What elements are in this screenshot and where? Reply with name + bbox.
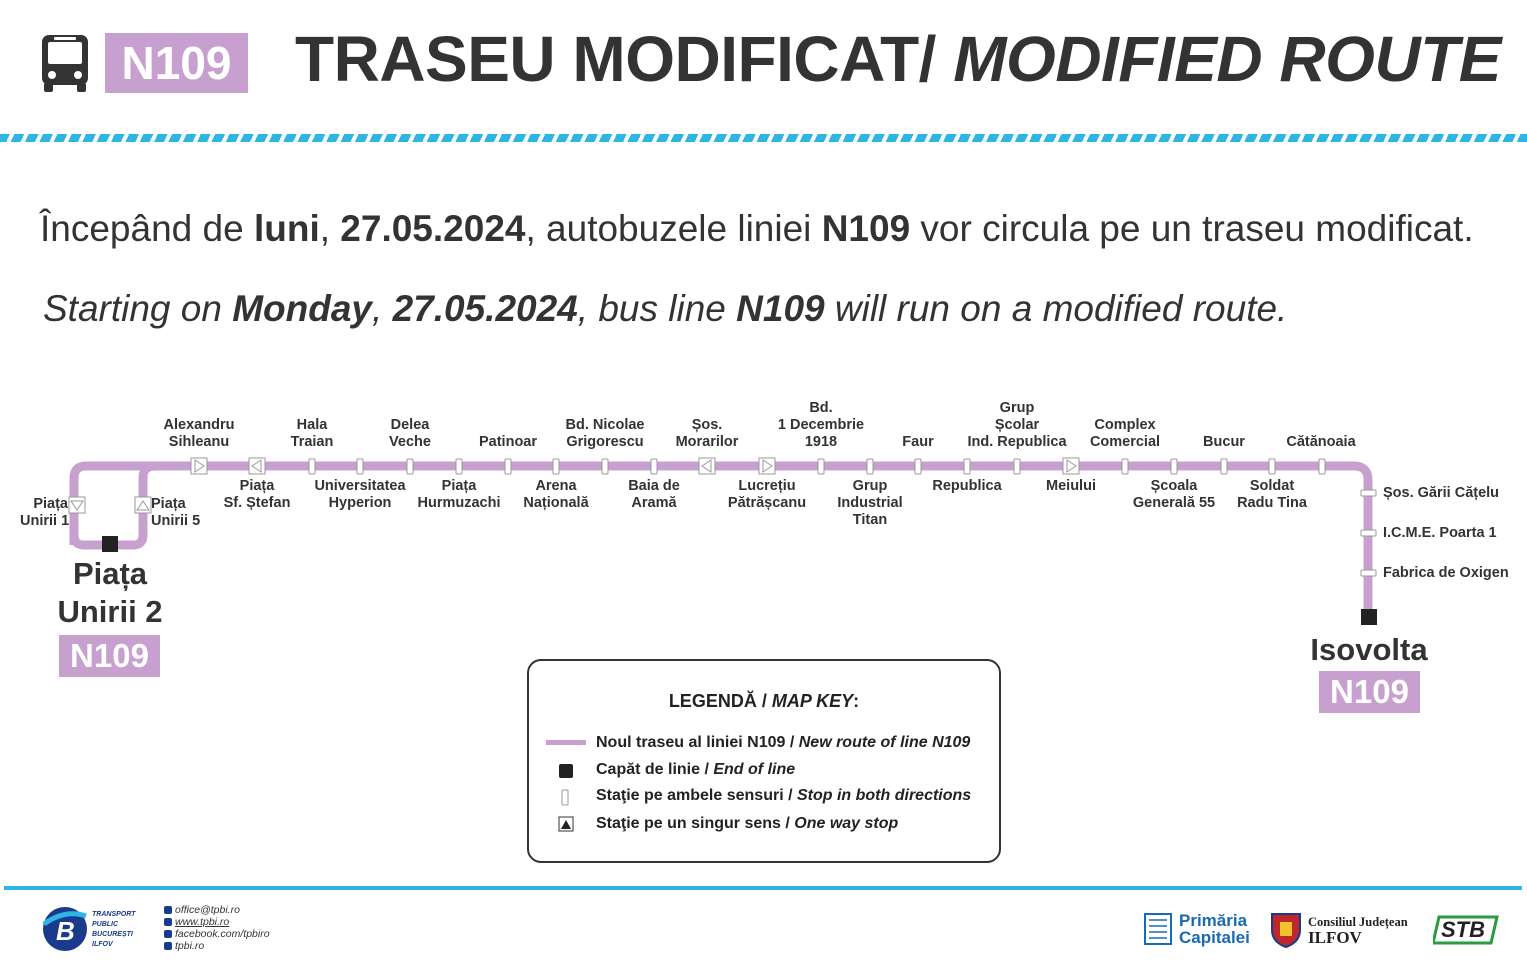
stop-label-line: Bd. Nicolae (565, 417, 645, 433)
one-way-stop-piata-unirii-5 (135, 497, 151, 513)
stop-label-line: Complex (1094, 417, 1156, 433)
legend-two-way-stop-icon (561, 789, 571, 807)
tpbi-logo: B TRANSPORT PUBLIC BUCUREȘTI ILFOV (40, 904, 160, 954)
one-way-stop-marker (191, 458, 207, 474)
stop-label-vertical: Șos. Gării Cățelu (1383, 485, 1500, 501)
two-way-stop-marker (1361, 530, 1376, 536)
legend-box (527, 659, 1001, 863)
contact-facebook[interactable]: facebook.com/tpbiro (164, 928, 270, 940)
stop-label-line: 1 Decembrie (777, 417, 865, 433)
ilfov-crest-icon (1270, 910, 1302, 948)
stop-label-line: Hurmuzachi (417, 495, 501, 511)
one-way-stop-marker (249, 458, 265, 474)
terminal-end-badge: N109 (1319, 671, 1420, 713)
email-icon (164, 906, 172, 914)
stop-label-line: Meiului (1046, 478, 1096, 494)
stop-label-line: Republica (932, 478, 1002, 494)
two-way-stop-marker (407, 459, 413, 474)
two-way-stop-marker (1221, 459, 1227, 474)
two-way-stop-marker (818, 459, 824, 474)
legend-item-end: Capăt de linie / End of line (596, 761, 796, 778)
stop-label-line: Generală 55 (1132, 495, 1216, 511)
stop-label (224, 478, 291, 512)
stop-label-line: Universitatea (314, 478, 406, 494)
stop-label-line: Morarilor (675, 434, 739, 450)
legend-item-one-way: Staţie pe un singur sens / One way stop (596, 815, 899, 832)
stop-label-line: Delea (390, 417, 430, 433)
stop-label (418, 478, 501, 512)
legend-title: LEGENDĂ / MAP KEY: (668, 691, 860, 711)
two-way-stop-marker (964, 459, 970, 474)
stop-label (837, 478, 902, 529)
contact-website[interactable]: www.tpbi.ro (164, 916, 229, 928)
stop-label-line: Șos. (691, 417, 723, 433)
stop-label (389, 417, 431, 451)
page-title: TRASEU MODIFICAT/ MODIFIED ROUTE (295, 23, 1501, 95)
stop-label-line: Traian (290, 434, 334, 450)
tpbi-logo-icon (40, 904, 90, 954)
stop-label-line: Piața (239, 478, 275, 494)
consiliul-ilfov-logo: Consiliul Județean ILFOV (1270, 910, 1420, 950)
stop-label (778, 400, 864, 451)
terminal-end-marker (1361, 609, 1377, 625)
stop-label-vertical: Fabrica de Oxigen (1383, 565, 1509, 581)
globe-icon (164, 918, 172, 926)
stop-label (1090, 417, 1160, 451)
stop-label (628, 478, 680, 512)
stop-label-line: Bucur (1203, 434, 1245, 450)
two-way-stop-marker (1014, 459, 1020, 474)
stop-label (967, 400, 1066, 451)
stb-logo: STB (1433, 915, 1499, 945)
one-way-stop-piata-unirii-1 (69, 497, 85, 513)
legend-item-route: Noul traseu al liniei N109 / New route of line N109 (596, 734, 971, 751)
stop-label-piata-unirii-5: Piața Unirii 5 (151, 496, 201, 529)
contact-instagram[interactable]: tpbi.ro (164, 940, 204, 952)
legend-one-way-stop-icon (558, 816, 574, 832)
two-way-stop-marker (309, 459, 315, 474)
notice-english: Starting on Monday, 27.05.2024, bus line N109 will run on a modified route. (43, 288, 1288, 329)
stop-label-line: Bd. (809, 400, 833, 416)
legend-item-two-way: Staţie pe ambele sensuri / Stop in both directions (596, 787, 972, 804)
two-way-stop-marker (553, 459, 559, 474)
two-way-stop-marker (357, 459, 363, 474)
two-way-stop-marker (867, 459, 873, 474)
stop-label (291, 417, 334, 451)
stop-label-line: Industrial (837, 495, 903, 511)
terminal-start-name: Piața Unirii 2 (57, 556, 163, 629)
stop-label (1237, 478, 1307, 512)
primaria-logo: Primăria Capitalei (1143, 912, 1258, 948)
two-way-stop-marker (456, 459, 462, 474)
stop-label (314, 478, 405, 512)
two-way-stop-marker (1171, 459, 1177, 474)
primaria-logo-icon (1143, 912, 1173, 946)
stop-label-line: Comercial (1089, 434, 1161, 450)
terminal-start-badge: N109 (59, 635, 160, 677)
terminal-start-marker (102, 536, 118, 552)
stop-label-line: Lucrețiu (738, 478, 796, 494)
stop-label-line: Cătănoaia (1286, 434, 1356, 450)
stop-label-line: Grup (999, 400, 1035, 416)
stop-label (479, 434, 537, 451)
one-way-stop-marker (699, 458, 715, 474)
legend-end-of-line-icon (558, 763, 574, 779)
stop-label (566, 417, 645, 451)
two-way-stop-marker (1122, 459, 1128, 474)
stop-label (1133, 478, 1215, 512)
stop-label-line: Soldat (1249, 478, 1295, 494)
stop-label-line: Veche (389, 434, 431, 450)
stop-label-line: Națională (523, 495, 589, 511)
stop-label-line: Școlar (994, 417, 1040, 433)
two-way-stop-marker (915, 459, 921, 474)
one-way-stop-marker (759, 458, 775, 474)
stop-label-line: Piața (441, 478, 477, 494)
facebook-icon (164, 930, 172, 938)
stop-label (932, 478, 1001, 495)
footer-divider (4, 886, 1522, 890)
stop-label (1203, 434, 1245, 451)
stop-label-line: Grigorescu (566, 434, 644, 450)
two-way-stop-marker (1269, 459, 1275, 474)
two-way-stop-marker (1361, 570, 1376, 576)
stop-label-line: Baia de (628, 478, 680, 494)
stop-label-line: Sf. Ștefan (223, 495, 291, 511)
legend-route-line-icon (546, 739, 586, 747)
notice-romanian: Începând de luni, 27.05.2024, autobuzele liniei N109 vor circula pe un traseu modificat. (40, 208, 1474, 249)
contact-email[interactable]: office@tpbi.ro (164, 904, 240, 916)
stop-label-line: Sihleanu (168, 434, 230, 450)
stop-label (164, 417, 235, 451)
stop-label (676, 417, 739, 451)
line-badge: N109 (105, 33, 248, 93)
stop-label-piata-unirii-1: Piața Unirii 1 (20, 496, 70, 529)
terminal-end-name: Isovolta (1310, 632, 1428, 667)
stop-label-line: Faur (902, 434, 934, 450)
stop-label-line: Radu Tina (1237, 495, 1307, 511)
stop-label-line: Hyperion (328, 495, 392, 511)
stop-label-line: Pătrășcanu (727, 495, 807, 511)
one-way-stop-marker (1063, 458, 1079, 474)
stop-label-line: Arena (535, 478, 577, 494)
stop-label-line: 1918 (804, 434, 838, 450)
two-way-stop-marker (651, 459, 657, 474)
stop-label-line: Școala (1150, 478, 1198, 494)
two-way-stop-marker (1361, 490, 1376, 496)
two-way-stop-marker (505, 459, 511, 474)
stop-label (523, 478, 588, 512)
stop-label-line: Hala (296, 417, 328, 433)
two-way-stop-marker (1319, 459, 1325, 474)
stop-label-line: Grup (852, 478, 888, 494)
stop-label-line: Ind. Republica (967, 434, 1067, 450)
stop-label (902, 434, 933, 451)
stop-label (1046, 478, 1096, 495)
two-way-stop-marker (602, 459, 608, 474)
instagram-icon (164, 942, 172, 950)
stop-label-vertical: I.C.M.E. Poarta 1 (1383, 525, 1497, 541)
stop-label (728, 478, 806, 512)
svg-text:B: B (56, 916, 75, 946)
stop-label-line: Alexandru (163, 417, 235, 433)
stop-label-line: Patinoar (478, 434, 538, 450)
stop-label-line: Titan (852, 512, 888, 528)
stop-label-line: Aramă (631, 495, 677, 511)
stop-label (1286, 434, 1355, 451)
